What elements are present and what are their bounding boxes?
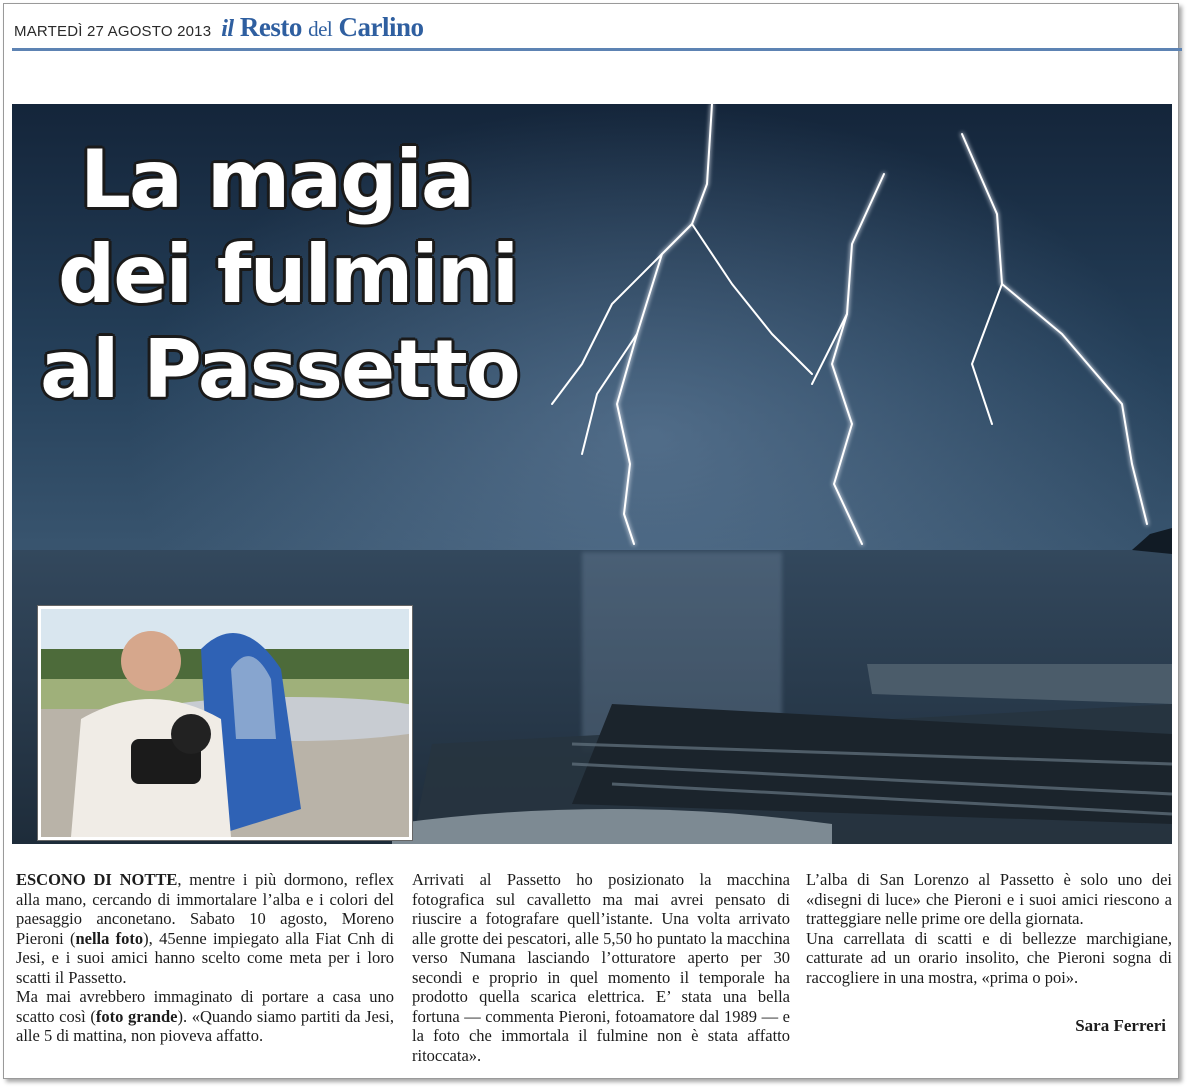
newspaper-clipping (3, 3, 1179, 1079)
paragraph: Una carrellata di scatti e di bellezze marchigiane, catturate ad un orario insolito, che Pieroni sogna di raccogliere in una mostra, «prima o poi». (806, 928, 1172, 987)
article-column-3 (806, 870, 1172, 1035)
inset-photo-portrait (38, 606, 412, 840)
headline-line: La magia (80, 133, 473, 226)
masthead (14, 12, 424, 42)
article-column-1 (16, 870, 394, 1046)
masthead-rule (12, 48, 1182, 51)
article-column-2 (412, 870, 790, 1065)
byline: Sara Ferreri (1075, 1016, 1166, 1035)
headline (40, 132, 560, 417)
headline-line: dei fulmini (58, 228, 518, 321)
paragraph: Ma mai avrebbero immaginato di portare a casa uno scatto così (foto grande). «Quando siamo partiti da Jesi, alle 5 di mattina, non pioveva affatto. (16, 987, 394, 1045)
article-body (16, 870, 1172, 1070)
headline-line: al Passetto (40, 323, 519, 416)
newspaper-logo: il Resto del Carlino (221, 12, 424, 42)
lead-in: ESCONO DI NOTTE (16, 870, 178, 889)
paragraph: ESCONO DI NOTTE, mentre i più dormono, reflex alla mano, cercando di immortalare l’alba e i colori del paesaggio anconetano. Sabato 10 agosto, Moreno Pieroni (nella foto), 45enne impiegato alla Fiat Cnh di Jesi, e i suoi amici hanno scelto come meta per i loro scatti il Passetto. (16, 870, 394, 987)
issue-date: MARTEDÌ 27 AGOSTO 2013 (14, 23, 212, 40)
paragraph: L’alba di San Lorenzo al Passetto è solo uno dei «disegni di luce» che Pieroni e i suoi amici riescono a tratteggiare nelle prime ore della giornata. (806, 870, 1172, 928)
paragraph: Arrivati al Passetto ho posizionato la macchina fotografica sul cavalletto ma mai avrei pensato di riuscire a fotografare quell’istante. Una volta arrivato alle grotte dei pescatori, alle 5,50 ho puntato la macchina verso Numana lasciando l’otturatore aperto per 30 secondi e proprio in quel momento il temporale ha prodotto quella scarica elettrica. E’ stata una bella fortuna — commenta Pieroni, fotoamatore dal 1989 — e la foto che immortala il fulmine non è stata affatto ritoccata». (412, 870, 790, 1065)
